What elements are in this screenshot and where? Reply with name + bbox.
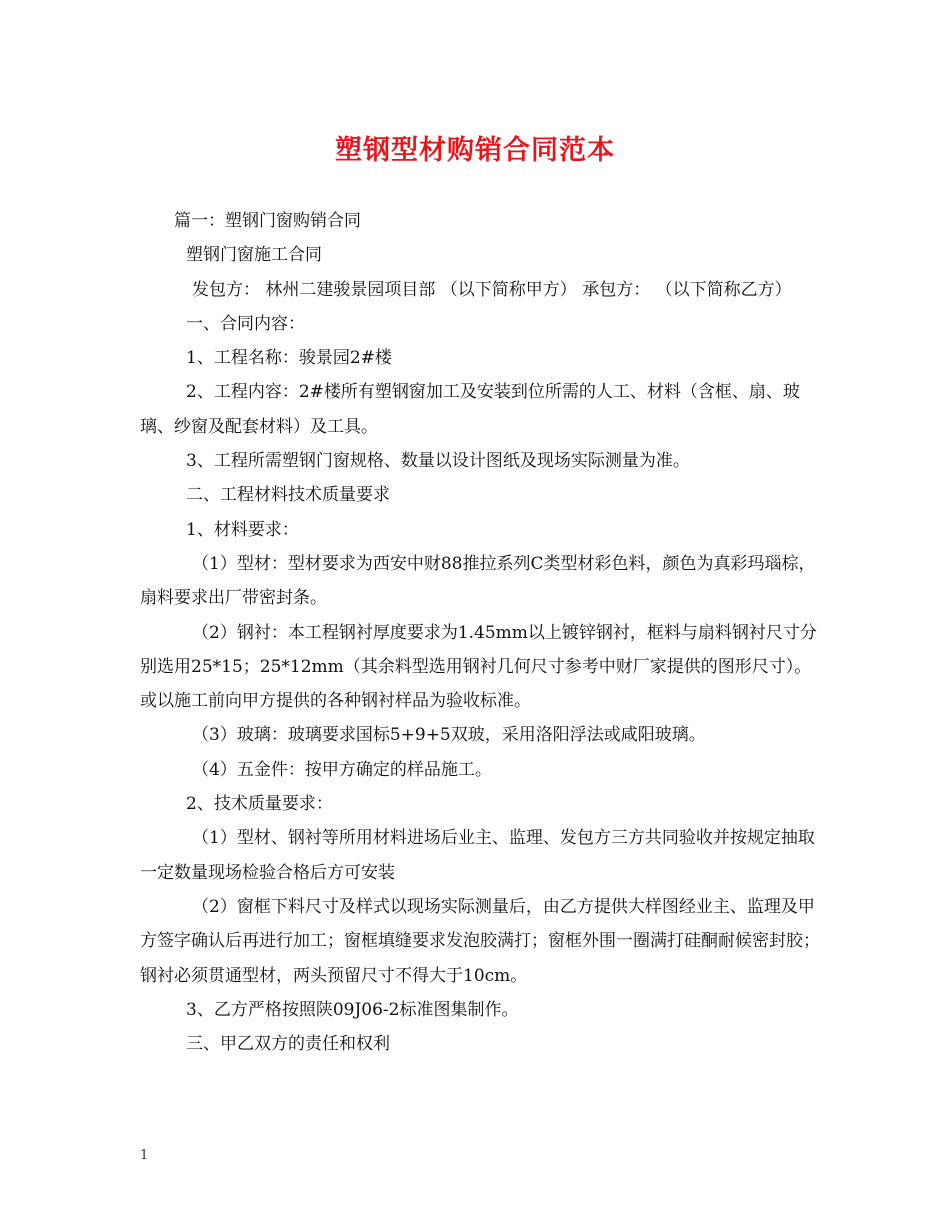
paragraph: 二、工程材料技术质量要求 [186,485,390,506]
paragraph: 2、工程内容：2#楼所有塑钢窗加工及安装到位所需的人工、材料（含框、扇、玻璃、纱窗及配套材料）及工具。 [140,382,800,437]
paragraph: 塑钢门窗施工合同 [186,245,322,266]
paragraph: 3、乙方严格按照陕09J06-2标准图集制作。 [186,999,519,1020]
paragraph: （2）窗框下料尺寸及样式以现场实际测量后，由乙方提供大样图经业主、监理及甲方签字确认后再进行加工；窗框填缝要求发泡胶满打；窗框外围一圈满打硅酮耐候密封胶；钢衬必须贯通型材，两头预留尺寸不得大于10cm。 [140,896,820,986]
paragraph: 2、技术质量要求： [186,794,333,815]
paragraph: （2）钢衬：本工程钢衬厚度要求为1.45mm以上镀锌钢衬，框料与扇料钢衬尺寸分别选用25*15；25*12mm（其余料型选用钢衬几何尺寸参考中财厂家提供的图形尺寸）。或以施工前向甲方提供的各种钢衬样品为验收标准。 [140,622,817,712]
paragraph: 发包方： 林州二建骏景园项目部 （以下简称甲方） 承包方： （以下简称乙方） [192,279,792,300]
document-body [140,204,820,1061]
paragraph: （3）玻璃：玻璃要求国标5+9+5双玻，采用洛阳浮法或咸阳玻璃。 [192,725,706,746]
paragraph: 3、工程所需塑钢门窗规格、数量以设计图纸及现场实际测量为准。 [186,451,690,472]
page-number: 1 [140,1148,149,1163]
paragraph: （1）型材、钢衬等所用材料进场后业主、监理、发包方三方共同验收并按规定抽取一定数量现场检验合格后方可安装 [140,828,815,883]
paragraph: （4）五金件：按甲方确定的样品施工。 [192,759,492,780]
paragraph: 篇一：塑钢门窗购销合同 [174,211,361,231]
document-title: 塑钢型材购销合同范本 [335,135,615,166]
paragraph: 1、工程名称：骏景园2#楼 [186,348,392,369]
paragraph: 1、材料要求： [186,519,299,540]
paragraph: （1）型材：型材要求为西安中财88推拉系列C类型材彩色料，颜色为真彩玛瑙棕，扇料要求出厂带密封条。 [140,553,816,609]
paragraph: 三、甲乙双方的责任和权利 [186,1034,390,1055]
paragraph: 一、合同内容： [186,313,305,334]
